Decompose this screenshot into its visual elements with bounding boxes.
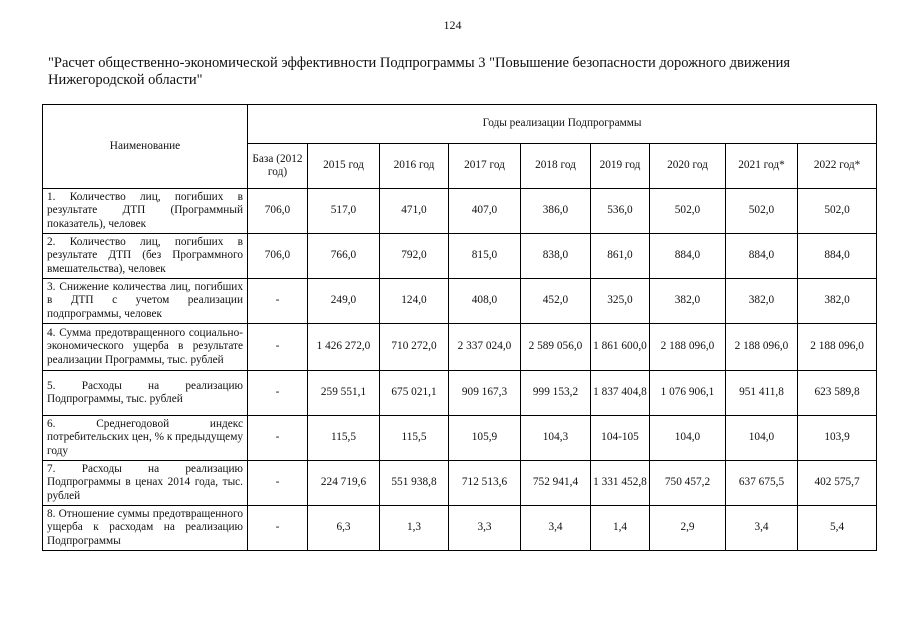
table-cell: 551 938,8 xyxy=(380,461,449,506)
table-cell: - xyxy=(248,324,308,371)
table-cell: 752 941,4 xyxy=(521,461,591,506)
table-cell: - xyxy=(248,416,308,461)
table-cell: 637 675,5 xyxy=(726,461,798,506)
table-cell: 382,0 xyxy=(726,279,798,324)
table-cell: 815,0 xyxy=(449,234,521,279)
row-label: 4. Сумма предотвращенного социально-экономического ущерба в результате реализации Программы, тыс. рублей xyxy=(43,324,248,371)
table-cell: 402 575,7 xyxy=(798,461,877,506)
table-cell: 104,0 xyxy=(726,416,798,461)
table-row xyxy=(43,234,877,279)
table-cell: 6,3 xyxy=(308,506,380,551)
table-cell: 2 188 096,0 xyxy=(726,324,798,371)
table-row xyxy=(43,371,877,416)
table-cell: 884,0 xyxy=(798,234,877,279)
table-cell: 3,4 xyxy=(521,506,591,551)
column-header: 2019 год xyxy=(591,144,650,189)
table-cell: 517,0 xyxy=(308,189,380,234)
table-cell: 2 337 024,0 xyxy=(449,324,521,371)
table-cell: 259 551,1 xyxy=(308,371,380,416)
row-label: 8. Отношение суммы предотвращенного ущерба к расходам на реализацию Подпрограммы xyxy=(43,506,248,551)
column-header: 2018 год xyxy=(521,144,591,189)
table-cell: 502,0 xyxy=(650,189,726,234)
table-cell: 249,0 xyxy=(308,279,380,324)
table-cell: 386,0 xyxy=(521,189,591,234)
table-cell: 407,0 xyxy=(449,189,521,234)
table-cell: - xyxy=(248,371,308,416)
table-cell: 675 021,1 xyxy=(380,371,449,416)
table-cell: - xyxy=(248,506,308,551)
document-title: "Расчет общественно-экономической эффективности Подпрограммы 3 "Повышение безопасности дорожного движения Нижегородской области" xyxy=(48,55,791,88)
table-row xyxy=(43,324,877,371)
table-cell: 124,0 xyxy=(380,279,449,324)
table-cell: 706,0 xyxy=(248,234,308,279)
page-number: 124 xyxy=(443,18,462,32)
header-name: Наименование xyxy=(43,105,248,189)
table-cell: 408,0 xyxy=(449,279,521,324)
table-cell: - xyxy=(248,279,308,324)
table-cell: 1 076 906,1 xyxy=(650,371,726,416)
table-cell: 452,0 xyxy=(521,279,591,324)
table-row xyxy=(43,506,877,551)
table-row xyxy=(43,189,877,234)
table-row xyxy=(43,461,877,506)
table-cell: 623 589,8 xyxy=(798,371,877,416)
table-cell: 766,0 xyxy=(308,234,380,279)
table-cell: 3,3 xyxy=(449,506,521,551)
table-cell: 1,3 xyxy=(380,506,449,551)
table-cell: 5,4 xyxy=(798,506,877,551)
table-cell: 104,0 xyxy=(650,416,726,461)
table-cell: 382,0 xyxy=(650,279,726,324)
table-cell: 2 188 096,0 xyxy=(798,324,877,371)
table-cell: 706,0 xyxy=(248,189,308,234)
row-label: 2. Количество лиц, погибших в результате ДТП (без Программного вмешательства), человек xyxy=(43,234,248,279)
table-cell: 1 426 272,0 xyxy=(308,324,380,371)
efficiency-table xyxy=(42,104,877,551)
column-header: 2022 год* xyxy=(798,144,877,189)
table-row xyxy=(43,416,877,461)
header-row xyxy=(43,105,877,144)
row-label: 6. Среднегодовой индекс потребительских цен, % к предыдущему году xyxy=(43,416,248,461)
table-cell: 115,5 xyxy=(380,416,449,461)
column-header: 2021 год* xyxy=(726,144,798,189)
row-label: 3. Снижение количества лиц, погибших в ДТП с учетом реализации подпрограммы, человек xyxy=(43,279,248,324)
table-cell: 2 188 096,0 xyxy=(650,324,726,371)
table-cell: 710 272,0 xyxy=(380,324,449,371)
column-header: 2020 год xyxy=(650,144,726,189)
table-cell: 536,0 xyxy=(591,189,650,234)
table-cell: 502,0 xyxy=(798,189,877,234)
table-cell: 909 167,3 xyxy=(449,371,521,416)
row-label: 5. Расходы на реализацию Подпрограммы, тыс. рублей xyxy=(43,371,248,416)
table-cell: 115,5 xyxy=(308,416,380,461)
table-cell: 502,0 xyxy=(726,189,798,234)
column-header: База (2012 год) xyxy=(248,144,308,189)
table-cell: 2,9 xyxy=(650,506,726,551)
table-cell: 838,0 xyxy=(521,234,591,279)
table-cell: 3,4 xyxy=(726,506,798,551)
row-label: 7. Расходы на реализацию Подпрограммы в ценах 2014 года, тыс. рублей xyxy=(43,461,248,506)
table-cell: 750 457,2 xyxy=(650,461,726,506)
table-cell: 2 589 056,0 xyxy=(521,324,591,371)
table-cell: 325,0 xyxy=(591,279,650,324)
column-header: 2016 год xyxy=(380,144,449,189)
column-header: 2017 год xyxy=(449,144,521,189)
table-cell: 471,0 xyxy=(380,189,449,234)
table-cell: 884,0 xyxy=(726,234,798,279)
table-cell: - xyxy=(248,461,308,506)
table-cell: 1 331 452,8 xyxy=(591,461,650,506)
row-label: 1. Количество лиц, погибших в результате ДТП (Программный показатель), человек xyxy=(43,189,248,234)
table-cell: 712 513,6 xyxy=(449,461,521,506)
table-cell: 1 861 600,0 xyxy=(591,324,650,371)
table-cell: 103,9 xyxy=(798,416,877,461)
column-header: 2015 год xyxy=(308,144,380,189)
table-row xyxy=(43,279,877,324)
table-cell: 1 837 404,8 xyxy=(591,371,650,416)
table-cell: 104-105 xyxy=(591,416,650,461)
table-cell: 951 411,8 xyxy=(726,371,798,416)
table-cell: 224 719,6 xyxy=(308,461,380,506)
table-cell: 884,0 xyxy=(650,234,726,279)
header-years: Годы реализации Подпрограммы xyxy=(248,105,877,144)
table-cell: 104,3 xyxy=(521,416,591,461)
table-cell: 382,0 xyxy=(798,279,877,324)
table-cell: 792,0 xyxy=(380,234,449,279)
table-cell: 105,9 xyxy=(449,416,521,461)
table-cell: 1,4 xyxy=(591,506,650,551)
table-cell: 861,0 xyxy=(591,234,650,279)
table-cell: 999 153,2 xyxy=(521,371,591,416)
